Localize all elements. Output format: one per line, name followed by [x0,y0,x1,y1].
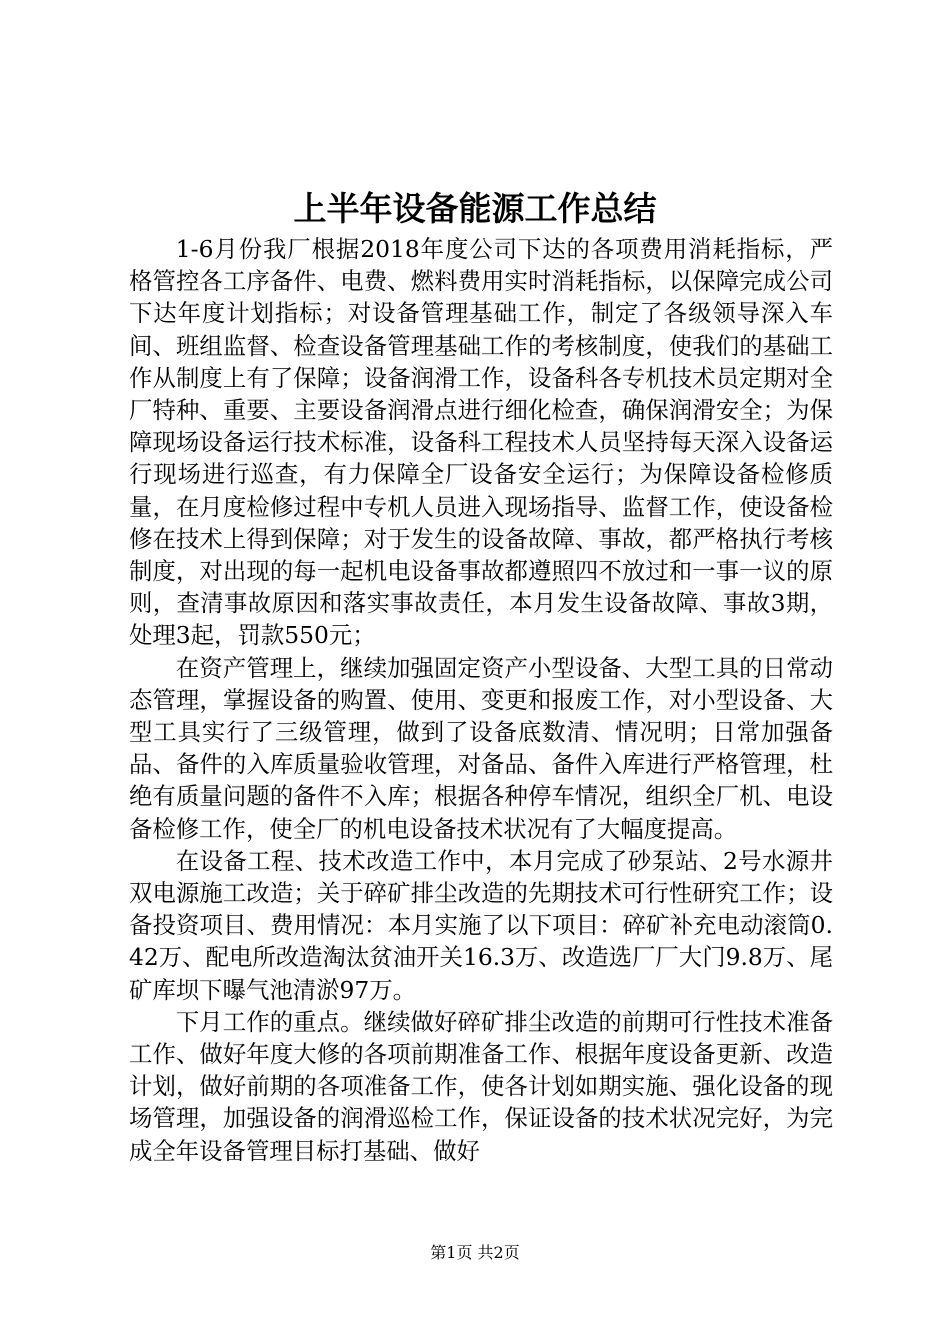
paragraph-technical-renovation: 在设备工程、技术改造工作中，本月完成了砂泵站、2号水源井双电源施工改造；关于碎矿排尘改造的先期技术可行性研究工作；设备投资项目、费用情况：本月实施了以下项目：碎矿补充电动滚筒0.42万、配电所改造淘汰贫油开关16.3万、改造选厂厂大门9.8万、尾矿库坝下曝气池清淤97万。 [129,846,833,1004]
document-title: 上半年设备能源工作总结 [293,189,657,228]
paragraph-next-month-focus: 下月工作的重点。继续做好碎矿排尘改造的前期可行性技术准备工作、做好年度大修的各项前期准备工作、根据年度设备更新、改造计划，做好前期的各项准备工作，使各计划如期实施、强化设备的现场管理，加强设备的润滑巡检工作，保证设备的技术状况完好，为完成全年设备管理目标打基础、做好 [129,1007,833,1165]
paragraph-equipment-management: 1-6月份我厂根据2018年度公司下达的各项费用消耗指标，严格管控各工序备件、电费、燃料费用实时消耗指标，以保障完成公司下达年度计划指标；对设备管理基础工作，制定了各级领导深入车间、班组监督、检查设备管理基础工作的考核制度，使我们的基础工作从制度上有了保障；设备润滑工作，设备科各专机技术员定期对全厂特种、重要、主要设备润滑点进行细化检查，确保润滑安全；为保障现场设备运行技术标准，设备科工程技术人员坚持每天深入设备运行现场进行巡查，有力保障全厂设备安全运行；为保障设备检修质量，在月度检修过程中专机人员进入现场指导、监督工作，使设备检修在技术上得到保障；对于发生的设备故障、事故，都严格执行考核制度，对出现的每一起机电设备事故都遵照四不放过和一事一议的原则，查清事故原因和落实事故责任，本月发生设备故障、事故3期，处理3起，罚款550元； [129,235,833,650]
page-number-footer: 第1页 共2页 [430,1243,520,1262]
document-body [129,233,833,1167]
paragraph-asset-management: 在资产管理上，继续加强固定资产小型设备、大型工具的日常动态管理，掌握设备的购置、使用、变更和报废工作，对小型设备、大型工具实行了三级管理，做到了设备底数清、情况明；日常加强备品、备件的入库质量验收管理，对备品、备件入库进行严格管理，杜绝有质量问题的备件不入库；根据各种停车情况，组织全厂机、电设备检修工作，使全厂的机电设备技术状况有了大幅度提高。 [129,653,833,843]
